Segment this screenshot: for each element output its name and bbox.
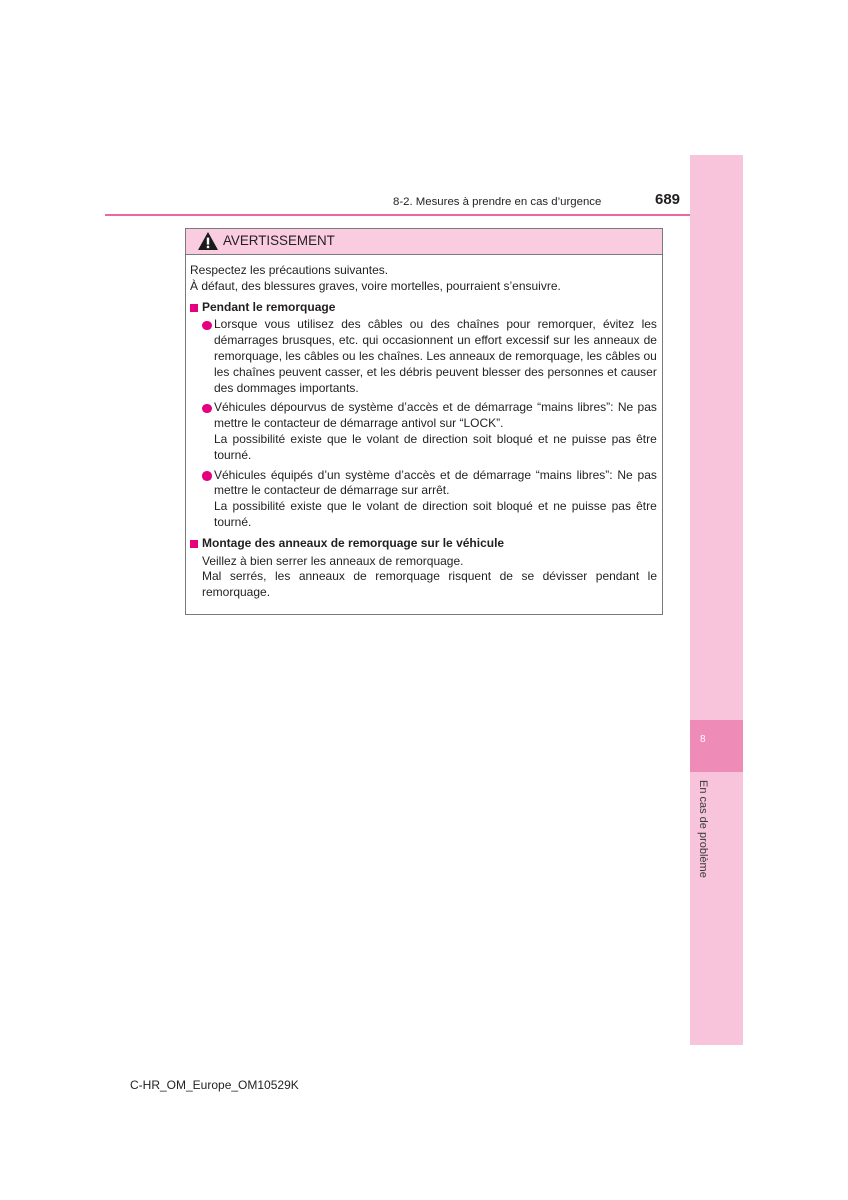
paragraph (214, 317, 657, 396)
section-heading-label: Pendant le remorquage (202, 299, 336, 314)
text-line: tourné. (214, 447, 252, 462)
text-line: Véhicules équipés d’un système d’accès et de démarrage “mains libres”: Ne pas (214, 467, 657, 482)
text-line: tourné. (214, 514, 252, 529)
text-line: La possibilité existe que le volant de direction soit bloqué et ne puisse pas être (214, 431, 657, 446)
text-line: Véhicules dépourvus de système d’accès et de démarrage “mains libres”: Ne pas (214, 400, 657, 415)
text-line: Respectez les précautions suivantes. (190, 263, 389, 277)
text-line: remorquage. (202, 585, 271, 600)
text-line: remorquage, les câbles ou les chaînes. Les anneaux de remorquage, les câbles ou (214, 348, 657, 363)
text-line: mettre le contacteur de démarrage antivol sur “LOCK”. (214, 416, 504, 431)
paragraph (214, 468, 657, 500)
chapter-number: 8 (700, 734, 706, 745)
text-line: les chaînes peuvent casser, et les débris peuvent blesser des personnes et causer (214, 364, 657, 379)
paragraph (214, 432, 657, 464)
round-bullet-icon (202, 321, 212, 331)
square-bullet-icon (190, 304, 198, 312)
text-line: Lorsque vous utilisez des câbles ou des chaînes pour remorquer, évitez les (214, 317, 657, 332)
paragraph (214, 400, 657, 432)
round-bullet-icon (202, 404, 212, 414)
list-item (190, 317, 657, 396)
section-title: 8-2. Mesures à prendre en cas d’urgence (393, 196, 602, 208)
section-heading (190, 536, 657, 552)
text-line: Mal serrés, les anneaux de remorquage risquent de se dévisser pendant le (202, 569, 657, 584)
page-number: 689 (655, 191, 681, 208)
section-heading (190, 300, 657, 316)
text-line: des dommages importants. (214, 380, 359, 395)
header-rule (105, 214, 690, 216)
round-bullet-icon (202, 471, 212, 481)
warning-title: AVERTISSEMENT (223, 233, 335, 248)
section-heading-label: Montage des anneaux de remorquage sur le véhicule (202, 535, 505, 550)
warning-body (186, 255, 662, 601)
document-code: C-HR_OM_Europe_OM10529K (130, 1078, 299, 1092)
paragraph (214, 499, 657, 531)
list-item (190, 400, 657, 463)
text-line: mettre le contacteur de démarrage sur arrêt. (214, 483, 450, 498)
paragraph (202, 554, 657, 570)
list-item (190, 468, 657, 531)
square-bullet-icon (190, 540, 198, 548)
paragraph (202, 569, 657, 601)
chapter-number-tab (690, 720, 743, 772)
text-line: À défaut, des blessures graves, voire mortelles, pourraient s’ensuivre. (190, 278, 561, 293)
warning-triangle-icon (198, 232, 218, 250)
chapter-side-tab (690, 155, 743, 1045)
text-line: Veillez à bien serrer les anneaux de remorquage. (202, 553, 464, 568)
warning-header (186, 229, 662, 255)
intro-paragraph (190, 263, 657, 295)
text-line: La possibilité existe que le volant de direction soit bloqué et ne puisse pas être (214, 499, 657, 514)
text-line: démarrages brusques, etc. qui occasionnent un effort excessif sur les anneaux de (214, 333, 657, 348)
section-text (190, 554, 657, 601)
warning-box (185, 228, 663, 615)
chapter-title: En cas de problème (697, 780, 709, 878)
